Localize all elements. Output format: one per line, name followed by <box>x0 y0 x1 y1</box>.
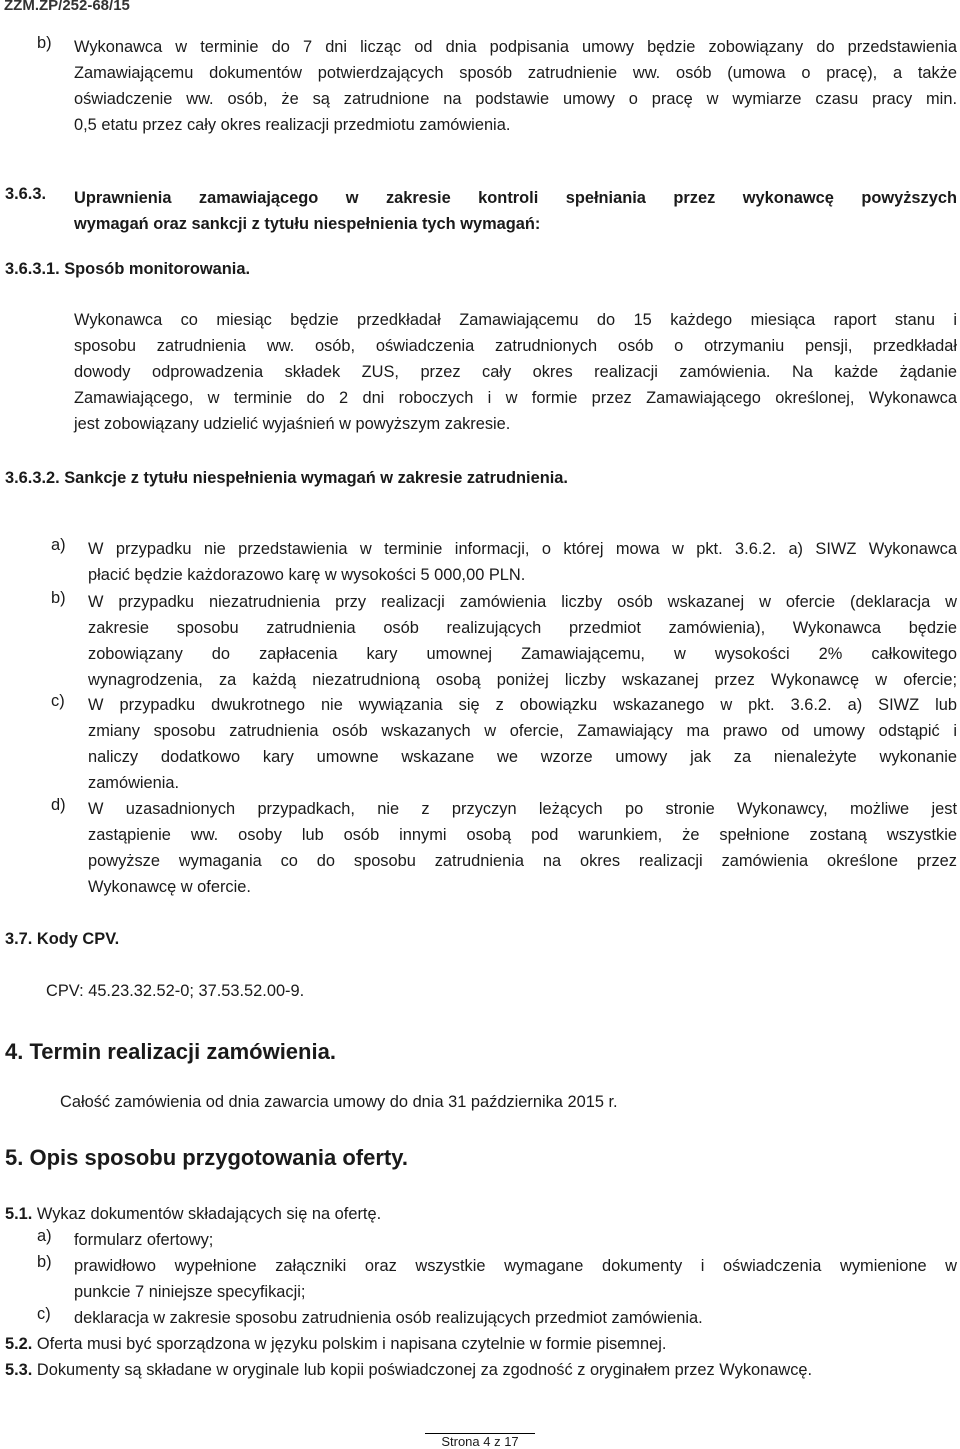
text-line: zobowiązany do zapłacenia kary umownej Zamawiającemu, w wysokości 2% całkowitego <box>88 645 957 663</box>
text-line: Zamawiającego, w terminie do 2 dni roboczych i w formie przez Zamawiającego określonej, Wykonawca <box>74 389 957 407</box>
section-title: 3.6.3.1. Sposób monitorowania. <box>5 260 250 278</box>
text-line: Uprawnienia zamawiającego w zakresie kontroli spełniania przez wykonawcę powyższych <box>74 189 957 207</box>
text-line: Zamawiającemu dokumentów potwierdzających sposób zatrudnienie ww. osób (umowa o pracę), a także <box>74 64 957 82</box>
list-label: c) <box>37 1305 51 1323</box>
list-label: b) <box>37 1253 52 1271</box>
doc-reference: ZZM.ZP/252-68/15 <box>4 0 130 14</box>
text-line: zakresie sposobu zatrudnienia osób realizujących przedmiot zamówienia), Wykonawca będzie <box>88 619 957 637</box>
list-label: b) <box>51 589 66 607</box>
section-text: Dokumenty są składane w oryginale lub kopii poświadczonej za zgodność z oryginałem przez Wykonawcę. <box>36 1361 813 1379</box>
list-item <box>37 1227 957 1253</box>
section-3-6-3 <box>5 185 957 237</box>
list-item <box>37 1253 957 1305</box>
text-line: 0,5 etatu przez cały okres realizacji przedmiotu zamówienia. <box>74 116 511 134</box>
text-line: W przypadku nie przedstawienia w terminie informacji, o której mowa w pkt. 3.6.2. a) SIWZ Wykonawca <box>88 540 957 558</box>
paragraph: Całość zamówienia od dnia zawarcia umowy do dnia 31 października 2015 r. <box>60 1093 618 1111</box>
section-title: 3.6.3.2. Sankcje z tytułu niespełnienia wymagań w zakresie zatrudnienia. <box>5 469 568 487</box>
text-line: Wykonawcę w ofercie. <box>88 878 251 896</box>
text-line: wynagrodzenia, za każdą niezatrudnioną osobą poniżej liczby wskazanej przez Wykonawcę w ofercie; <box>88 671 957 689</box>
text-line: dowody odprowadzenia składek ZUS, przez cały okres realizacji zamówienia. Na każde żądanie <box>74 363 957 381</box>
list-item <box>51 692 957 796</box>
list-label: b) <box>37 34 52 52</box>
section-number: 5.1. <box>5 1205 33 1223</box>
list-label: a) <box>37 1227 52 1245</box>
cpv-codes: CPV: 45.23.32.52-0; 37.53.52.00-9. <box>46 982 305 1000</box>
text-line: płacić będzie każdorazowo karę w wysokości 5 000,00 PLN. <box>88 566 526 584</box>
text-line: W przypadku niezatrudnienia przy realizacji zamówienia liczby osób wskazanej w ofercie (deklaracja w <box>88 593 957 611</box>
list-label: d) <box>51 796 66 814</box>
page-number: Strona 4 z 17 <box>441 1434 519 1449</box>
text-line: sposobu zatrudnienia ww. osób, oświadczenia zatrudnionych osób o otrzymaniu pensji, przedkładał <box>74 337 957 355</box>
section-5-3 <box>5 1357 812 1383</box>
chapter-title: 4. Termin realizacji zamówienia. <box>5 1039 336 1064</box>
chapter-title: 5. Opis sposobu przygotowania oferty. <box>5 1145 408 1170</box>
text-line: W uzasadnionych przypadkach, nie z przyczyn leżących po stronie Wykonawcy, możliwe jest <box>88 800 957 818</box>
section-text: Oferta musi być sporządzona w języku polskim i napisana czytelnie w formie pisemnej. <box>36 1335 667 1353</box>
section-5-1 <box>5 1201 381 1227</box>
text-line: powyższe wymagania co do sposobu zatrudnienia na okres realizacji zamówienia określone przez <box>88 852 957 870</box>
text-line: wymagań oraz sankcji z tytułu niespełnienia tych wymagań: <box>74 215 541 233</box>
section-5-2 <box>5 1331 666 1357</box>
text-line: zastąpienie ww. osoby lub osób innymi osobą pod warunkiem, że spełnione zostaną wszystkie <box>88 826 957 844</box>
text-line: punkcie 7 niniejsze specyfikacji; <box>74 1283 306 1301</box>
section-number: 3.6.3. <box>5 185 47 203</box>
text-line: oświadczenie ww. osób, że są zatrudnione na podstawie umowy o pracę w wymiarze czasu pracy min. <box>74 90 957 108</box>
text-line: zamówienia. <box>88 774 180 792</box>
list-label: a) <box>51 536 66 554</box>
text-line: jest zobowiązany udzielić wyjaśnień w powyższym zakresie. <box>74 415 511 433</box>
list-label: c) <box>51 692 65 710</box>
list-item <box>51 796 957 900</box>
text-line: prawidłowo wypełnione załączniki oraz wszystkie wymagane dokumenty i oświadczenia wymienione w <box>74 1257 957 1275</box>
text-line: formularz ofertowy; <box>74 1231 214 1249</box>
text-line: deklaracja w zakresie sposobu zatrudnienia osób realizujących przedmiot zamówienia. <box>74 1309 703 1327</box>
list-item <box>51 589 957 693</box>
text-line: W przypadku dwukrotnego nie wywiązania się z obowiązku wskazanego w pkt. 3.6.2. a) SIWZ lub <box>88 696 957 714</box>
section-title: 3.7. Kody CPV. <box>5 930 120 948</box>
text-line: naliczy dodatkowo kary umowne wskazane we wzorze umowy jak za nienależyte wykonanie <box>88 748 957 766</box>
text-line: zmiany sposobu zatrudnienia osób wskazanych w ofercie, Zamawiający ma prawo od umowy odstąpić i <box>88 722 957 740</box>
text-line: Wykonawca w terminie do 7 dni licząc od dnia podpisania umowy będzie zobowiązany do przedstawienia <box>74 38 957 56</box>
list-item <box>37 34 957 138</box>
text-line: Wykonawca co miesiąc będzie przedkładał Zamawiającemu do 15 każdego miesiąca raport stanu i <box>74 311 957 329</box>
paragraph <box>74 307 957 437</box>
section-number: 5.2. <box>5 1335 33 1353</box>
section-number: 5.3. <box>5 1361 33 1379</box>
list-item <box>37 1305 957 1331</box>
section-text: Wykaz dokumentów składających się na ofertę. <box>36 1205 382 1223</box>
list-item <box>51 536 957 588</box>
